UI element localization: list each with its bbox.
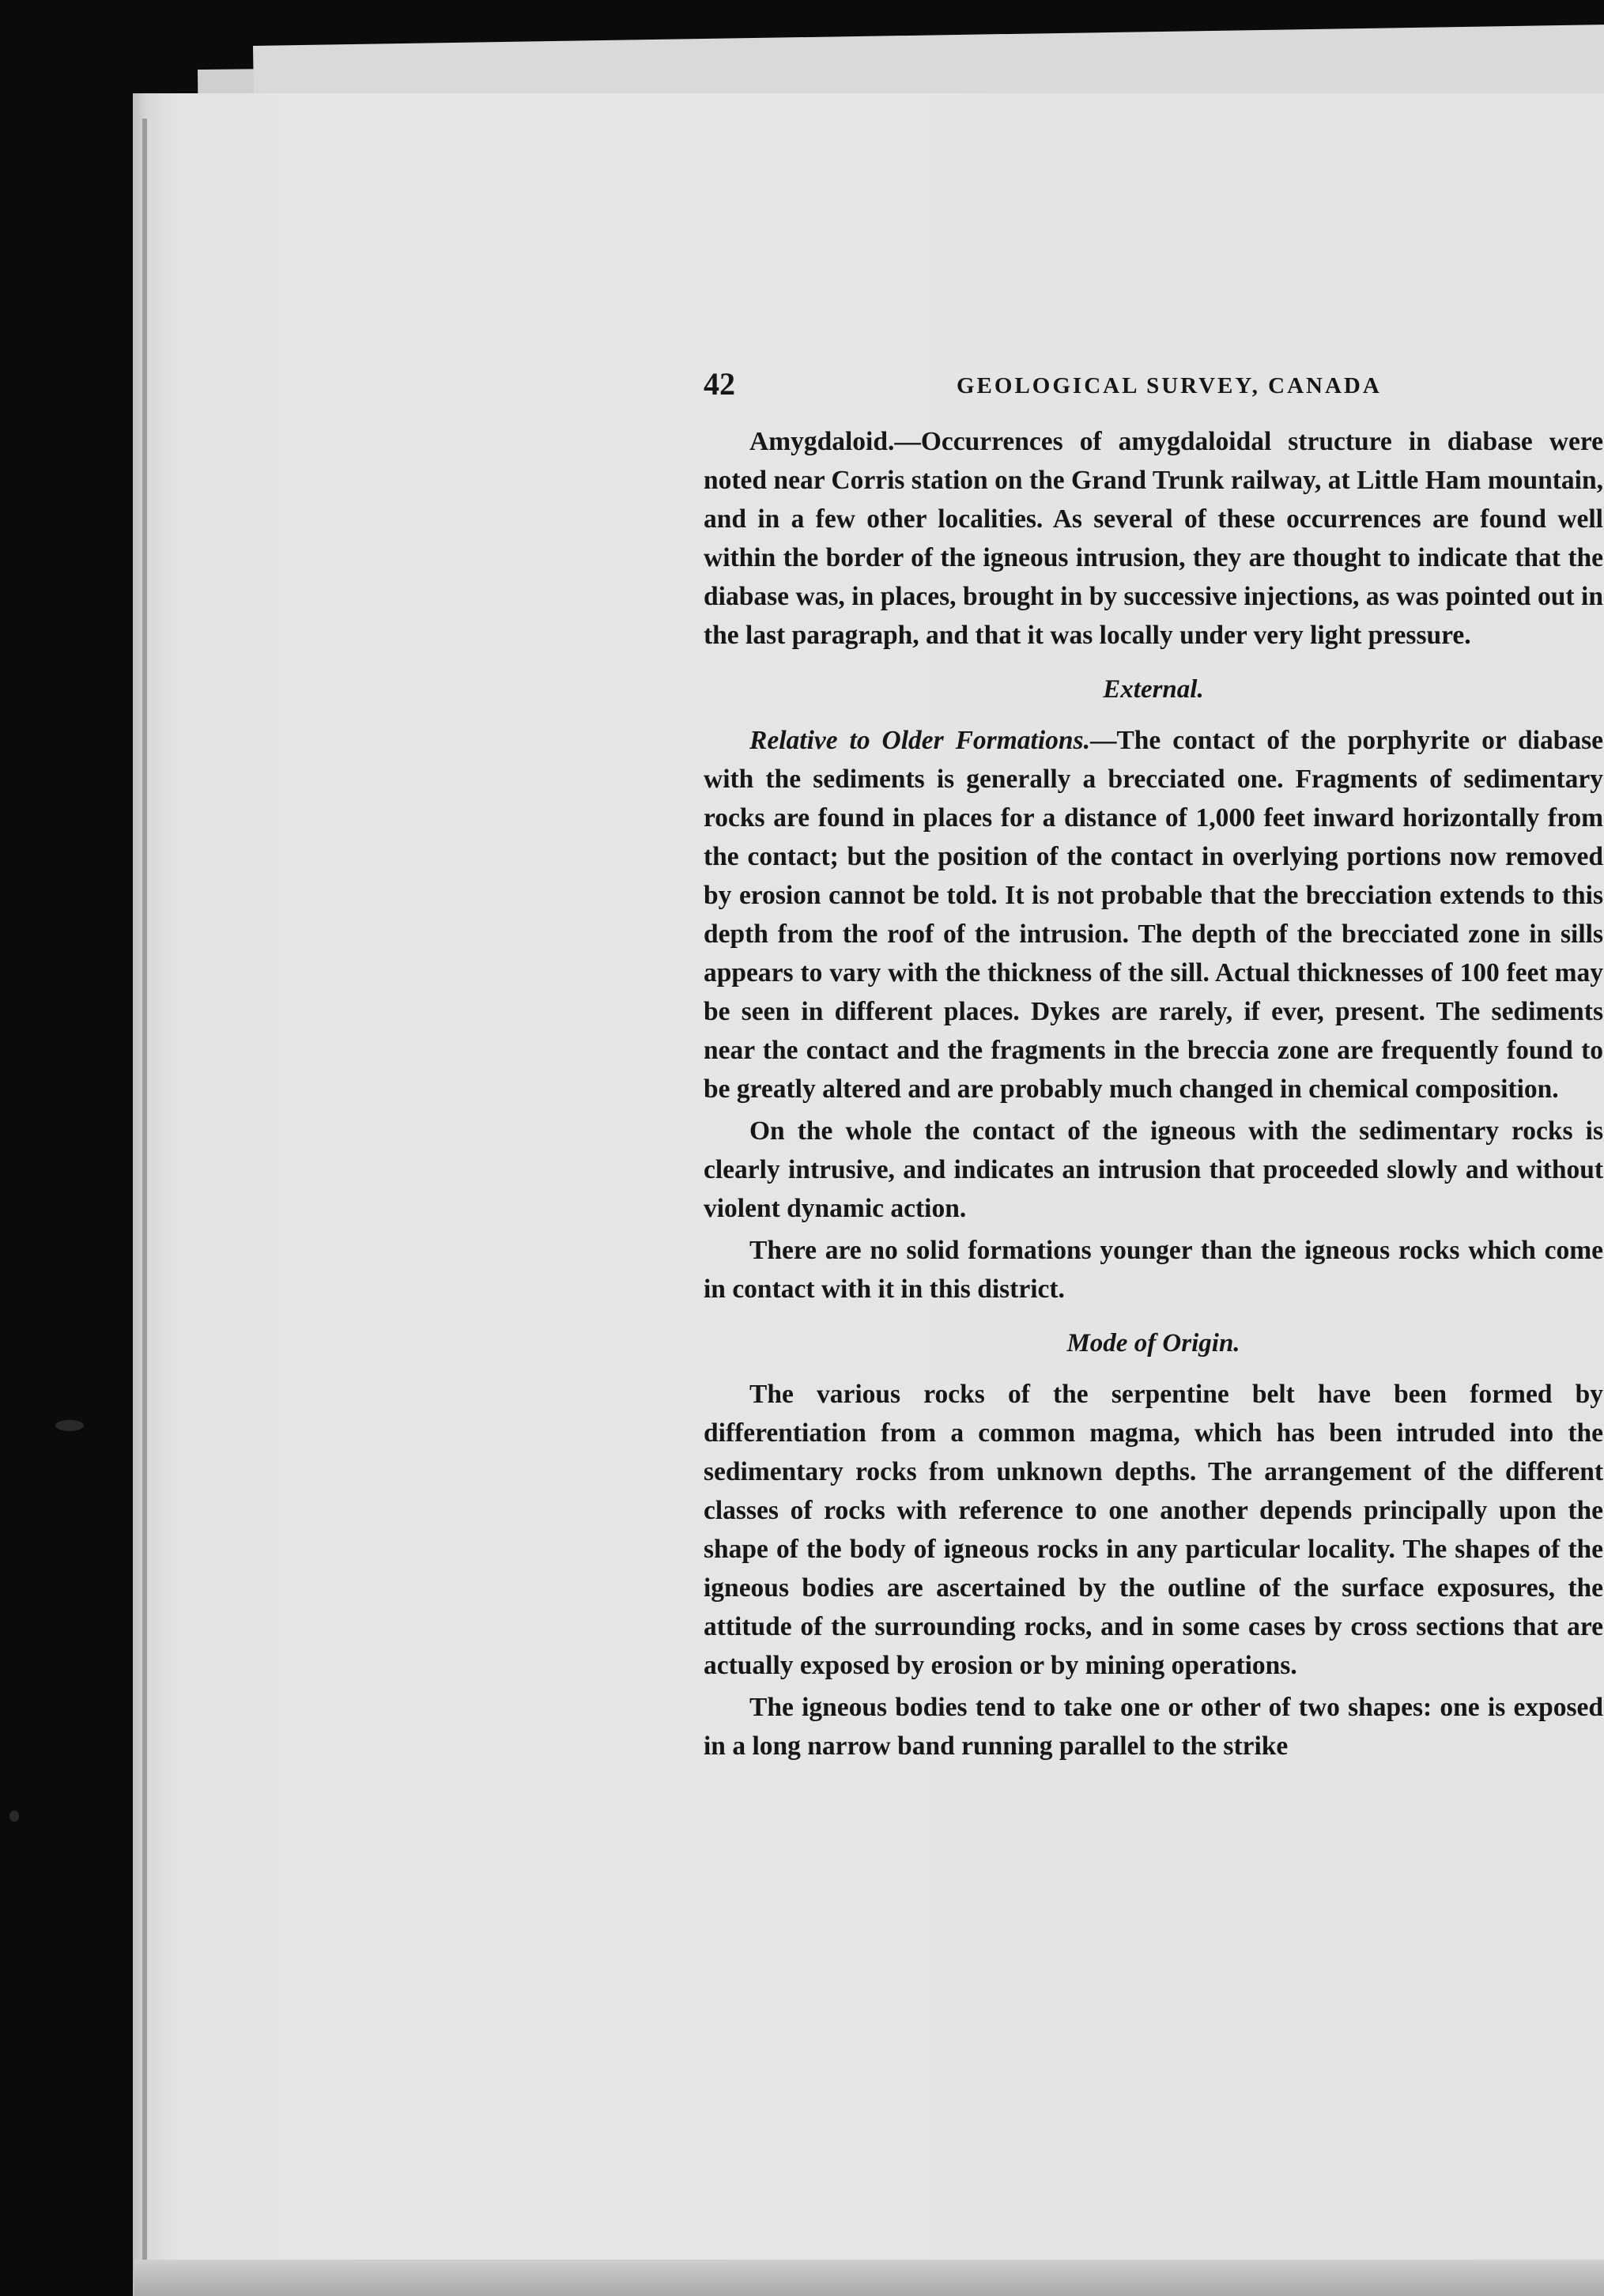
running-head: GEOLOGICAL SURVEY, CANADA — [957, 373, 1382, 398]
margin-ink-dot — [9, 1811, 19, 1822]
paragraph-lead: Amygdaloid. — [749, 427, 895, 456]
page-binding-edge — [142, 119, 147, 2285]
paragraph-serpentine-belt: The various rocks of the serpentine belt have been formed by differentiation from a common magma, which has been intruded into the sedimentary rocks from unknown depths. The arrangement of the different classes of rocks with reference to one another depends principally upon the shape of the body of igneous rocks in any particular locality. The shapes of the igneous bodies are ascertained by the outline of the surface exposures, the attitude of the surrounding rocks, and in some cases by cross sections that are actually exposed by erosion or by mining operations. — [704, 1380, 1603, 1680]
paragraph-lead: Relative to Older Formations. — [749, 726, 1090, 755]
paragraph-igneous-bodies: The igneous bodies tend to take one or other of two shapes: one is exposed in a long narrow band running parallel to the strike — [704, 1693, 1603, 1761]
page-bottom-shadow — [134, 2260, 1604, 2296]
page-header — [704, 365, 1603, 413]
paragraph-body: —The contact of the porphyrite or diabase with the sediments is generally a brecciated one. Fragments of sedimentary rocks are found in places for a distance of 1,000 feet inward horizontally from the contact; but the position of the contact in overlying portions now removed by erosion cannot be told. It is not probable that the brecciation extends to this depth from the roof of the intrusion. The depth of the brecciated zone in sills appears to vary with the thickness of the sill. Actual thicknesses of 100 feet may be seen in different places. Dykes are rarely, if ever, present. The sediments near the contact and the fragments in the breccia zone are frequently found to be greatly altered and are probably much changed in chemical composition. — [704, 726, 1604, 1104]
section-heading-external: External. — [1103, 675, 1204, 704]
paragraph-amygdaloid — [704, 422, 1603, 655]
page-number: 42 — [704, 366, 735, 402]
page-text-block — [704, 365, 1603, 1765]
paragraph-body: —Occurrences of amygdaloidal structure in diabase were noted near Corris station on the Grand Trunk railway, at Little Ham mountain, and in a few other localities. As several of these occurrences are found well within the border of the igneous intrusion, they are thought to indicate that the diabase was, in places, brought in by successive injections, as was pointed out in the last paragraph, and that it was locally under very light pressure. — [704, 427, 1603, 650]
margin-ink-mark — [55, 1420, 84, 1431]
paragraph-contact-intrusive: On the whole the contact of the igneous with the sedimentary rocks is clearly intrusive, and indicates an intrusion that proceeded slowly and without violent dynamic action. — [704, 1116, 1603, 1223]
section-heading-mode-of-origin: Mode of Origin. — [1066, 1329, 1240, 1358]
paragraph-no-younger-formations: There are no solid formations younger than the igneous rocks which come in contact with it in this district. — [704, 1236, 1603, 1304]
paragraph-relative-to-older-formations — [704, 721, 1603, 1108]
